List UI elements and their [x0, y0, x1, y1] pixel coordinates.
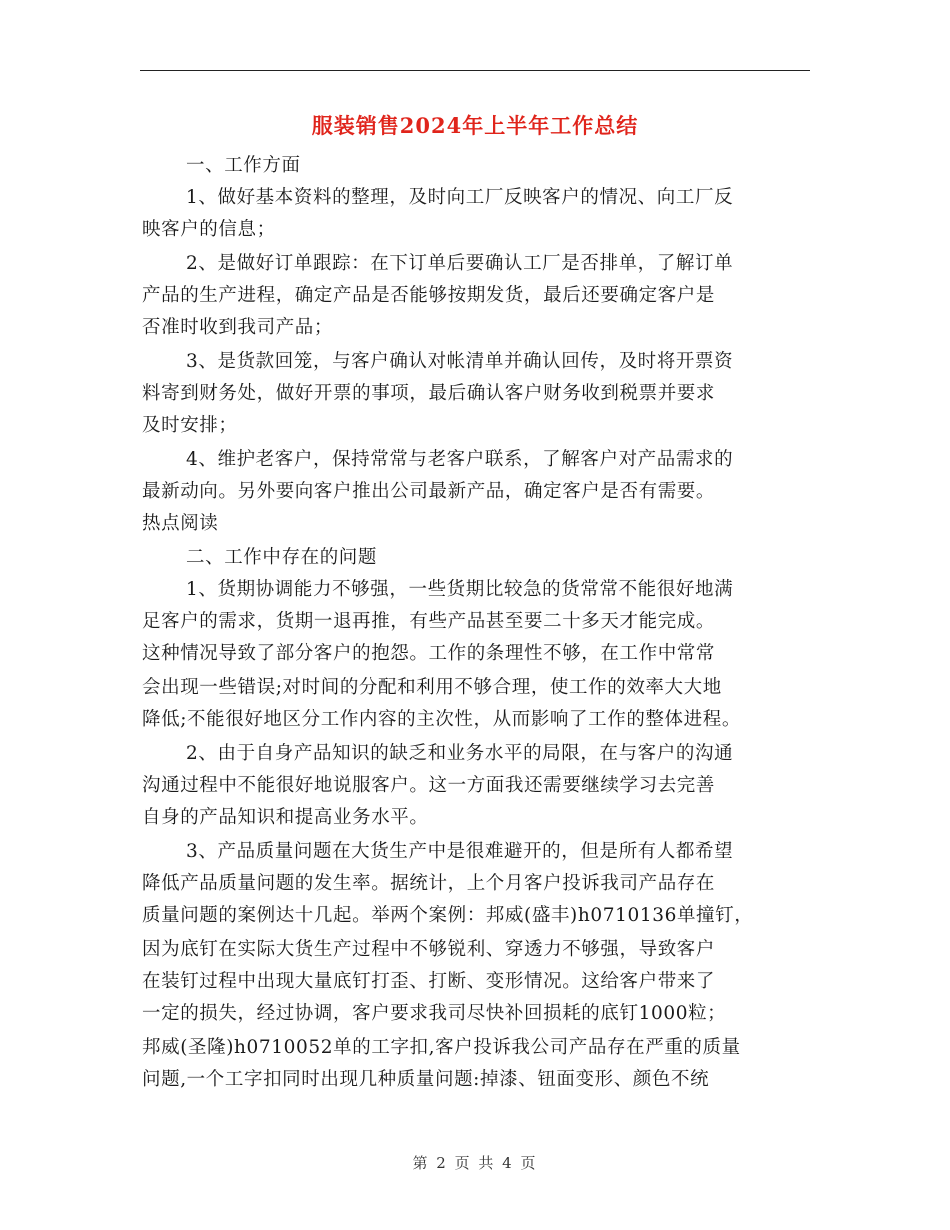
- header-rule: [140, 70, 810, 71]
- document-title: 服装销售2024年上半年工作总结: [311, 113, 639, 138]
- text-line: 热点阅读: [142, 513, 219, 534]
- text-line: 4、维护老客户，保持常常与老客户联系，了解客户对产品需求的: [186, 449, 734, 470]
- text-line: 问题,一个工字扣同时出现几种质量问题:掉漆、钮面变形、颜色不统: [142, 1069, 710, 1090]
- text-line: 否准时收到我司产品；: [142, 317, 334, 338]
- text-line: 3、产品质量问题在大货生产中是很难避开的，但是所有人都希望: [186, 841, 734, 862]
- text-line: 产品的生产进程，确定产品是否能够按期发货，最后还要确定客户是: [142, 285, 716, 306]
- text-line: 沟通过程中不能很好地说服客户。这一方面我还需要继续学习去完善: [142, 775, 716, 796]
- text-line: 2、由于自身产品知识的缺乏和业务水平的局限，在与客户的沟通: [186, 743, 734, 764]
- text-line: 1、货期协调能力不够强，一些货期比较急的货常常不能很好地满: [186, 579, 734, 600]
- text-line: 因为底钉在实际大货生产过程中不够锐利、穿透力不够强，导致客户: [142, 939, 716, 960]
- text-line: 足客户的需求，货期一退再推，有些产品甚至要二十多天才能完成。: [142, 611, 716, 632]
- text-line: 2、是做好订单跟踪：在下订单后要确认工厂是否排单，了解订单: [186, 253, 734, 274]
- text-line: 1、做好基本资料的整理，及时向工厂反映客户的情况、向工厂反: [186, 187, 734, 208]
- text-line: 及时安排；: [142, 415, 238, 436]
- text-line: 在装钉过程中出现大量底钉打歪、打断、变形情况。这给客户带来了: [142, 971, 716, 992]
- text-line: 二、工作中存在的问题: [186, 547, 378, 568]
- page-number: 第 2 页 共 4 页: [412, 1154, 538, 1172]
- text-line: 这种情况导致了部分客户的抱怨。工作的条理性不够，在工作中常常: [142, 643, 716, 664]
- text-line: 邦威(圣隆)h0710052单的工字扣,客户投诉我公司产品存在严重的质量: [142, 1037, 741, 1058]
- text-line: 质量问题的案例达十几起。举两个案例：邦威(盛丰)h0710136单撞钉，: [142, 905, 754, 926]
- text-line: 降低;不能很好地区分工作内容的主次性，从而影响了工作的整体进程。: [142, 709, 741, 730]
- text-line: 会出现一些错误;对时间的分配和利用不够合理，使工作的效率大大地: [142, 677, 722, 698]
- text-line: 3、是货款回笼，与客户确认对帐清单并确认回传，及时将开票资: [186, 351, 734, 372]
- text-line: 降低产品质量问题的发生率。据统计，上个月客户投诉我司产品存在: [142, 873, 716, 894]
- text-line: 一、工作方面: [186, 155, 301, 176]
- text-line: 最新动向。另外要向客户推出公司最新产品，确定客户是否有需要。: [142, 481, 716, 502]
- text-line: 映客户的信息；: [142, 219, 276, 240]
- text-line: 自身的产品知识和提高业务水平。: [142, 807, 429, 828]
- text-line: 一定的损失，经过协调，客户要求我司尽快补回损耗的底钉1000粒；: [142, 1003, 727, 1024]
- text-line: 料寄到财务处，做好开票的事项，最后确认客户财务收到税票并要求: [142, 383, 716, 404]
